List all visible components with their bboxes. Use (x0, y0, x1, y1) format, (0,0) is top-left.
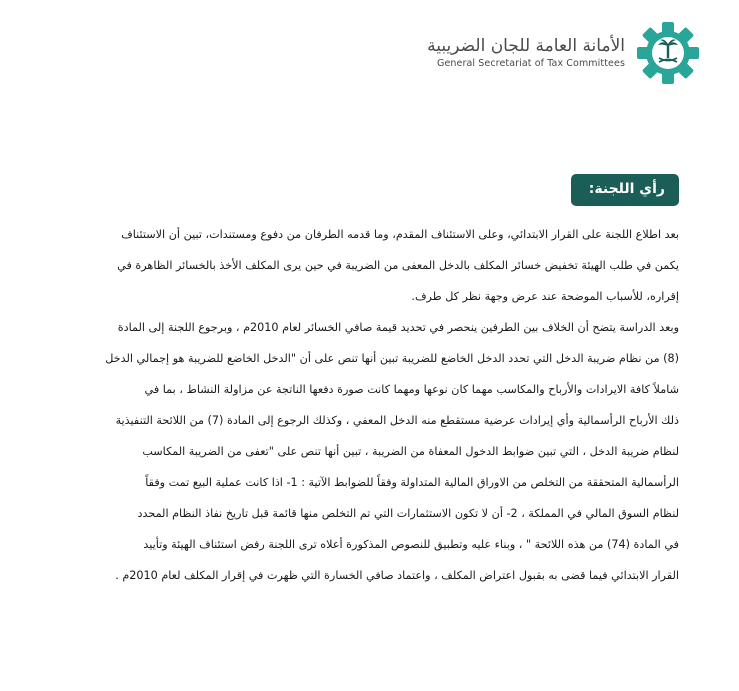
text-line: (8) من نظام ضريبة الدخل التي تحدد الدخل الخاضع للضريبة تبين أنها تنص على أن "الدخل الخاضع للضريبة هو إجمالي الدخل (105, 352, 679, 365)
text-line: يكمن في طلب الهيئة تخفيض خسائر المكلف بالدخل المعفى من الضريبة في حين يرى المكلف الأخذ بالخسائر الظاهرة في (117, 259, 679, 272)
text-line: لنظام السوق المالي في المملكة ، 2- أن لا تكون الاستثمارات التي تم التخلص منها قائمة قبل تاريخ نفاذ النظام المحدد (137, 507, 679, 520)
page-header (427, 20, 701, 86)
palm-and-swords-gear-emblem-icon (635, 20, 701, 86)
committee-opinion-body (60, 219, 679, 591)
text-line: الرأسمالية المتحققة من التخلص من الاوراق المالية المتداولة وفقاً للضوابط الآتية : 1- اذا كانت عملية البيع تمت وفقاً (145, 476, 679, 489)
org-name-english: General Secretariat of Tax Committees (436, 58, 625, 69)
paragraph-2 (60, 312, 679, 591)
text-line: إقراره، للأسباب الموضحة عند عرض وجهة نظر كل طرف. (411, 290, 679, 303)
section-heading: رأي اللجنة: (571, 174, 679, 206)
text-line: لنظام ضريبة الدخل ، التي تبين ضوابط الدخول المعفاة من الضريبة ، تبين أنها تنص على "تعفى من الضريبة المكاسب (142, 445, 679, 458)
text-line: القرار الابتدائي فيما قضى به بقبول اعتراض المكلف ، واعتماد صافي الخسارة التي ظهرت في إقرار المكلف لعام 2010م . (115, 569, 679, 582)
org-name-block (427, 35, 625, 71)
org-name-arabic: الأمانة العامة للجان الضريبية (427, 36, 625, 56)
text-line: ذلك الأرباح الرأسمالية وأي إيرادات عرضية مستقطع منه الدخل المعفي ، وكذلك الرجوع إلى المادة (7) من اللائحة التنفيذية (115, 414, 679, 427)
text-line: شاملاً كافة الايرادات والأرباح والمكاسب مهما كان نوعها ومهما كانت صورة دفعها الناتجة عن مزاولة النشاط ، بما في (144, 383, 679, 396)
text-line: في المادة (74) من هذه اللائحة " ، وبناء عليه وتطبيق للنصوص المذكورة أعلاه ترى اللجنة رفض استئناف الهيئة وتأييد (143, 538, 679, 551)
paragraph-1 (60, 219, 679, 312)
text-line: وبعد الدراسة يتضح أن الخلاف بين الطرفين ينحصر في تحديد قيمة صافي الخسائر لعام 2010م ، وبرجوع اللجنة إلى المادة (117, 321, 679, 334)
text-line: بعد اطلاع اللجنة على القرار الابتدائي، وعلى الاستئناف المقدم، وما قدمه الطرفان من دفوع ومستندات، تبين أن الاستئناف (121, 228, 679, 241)
